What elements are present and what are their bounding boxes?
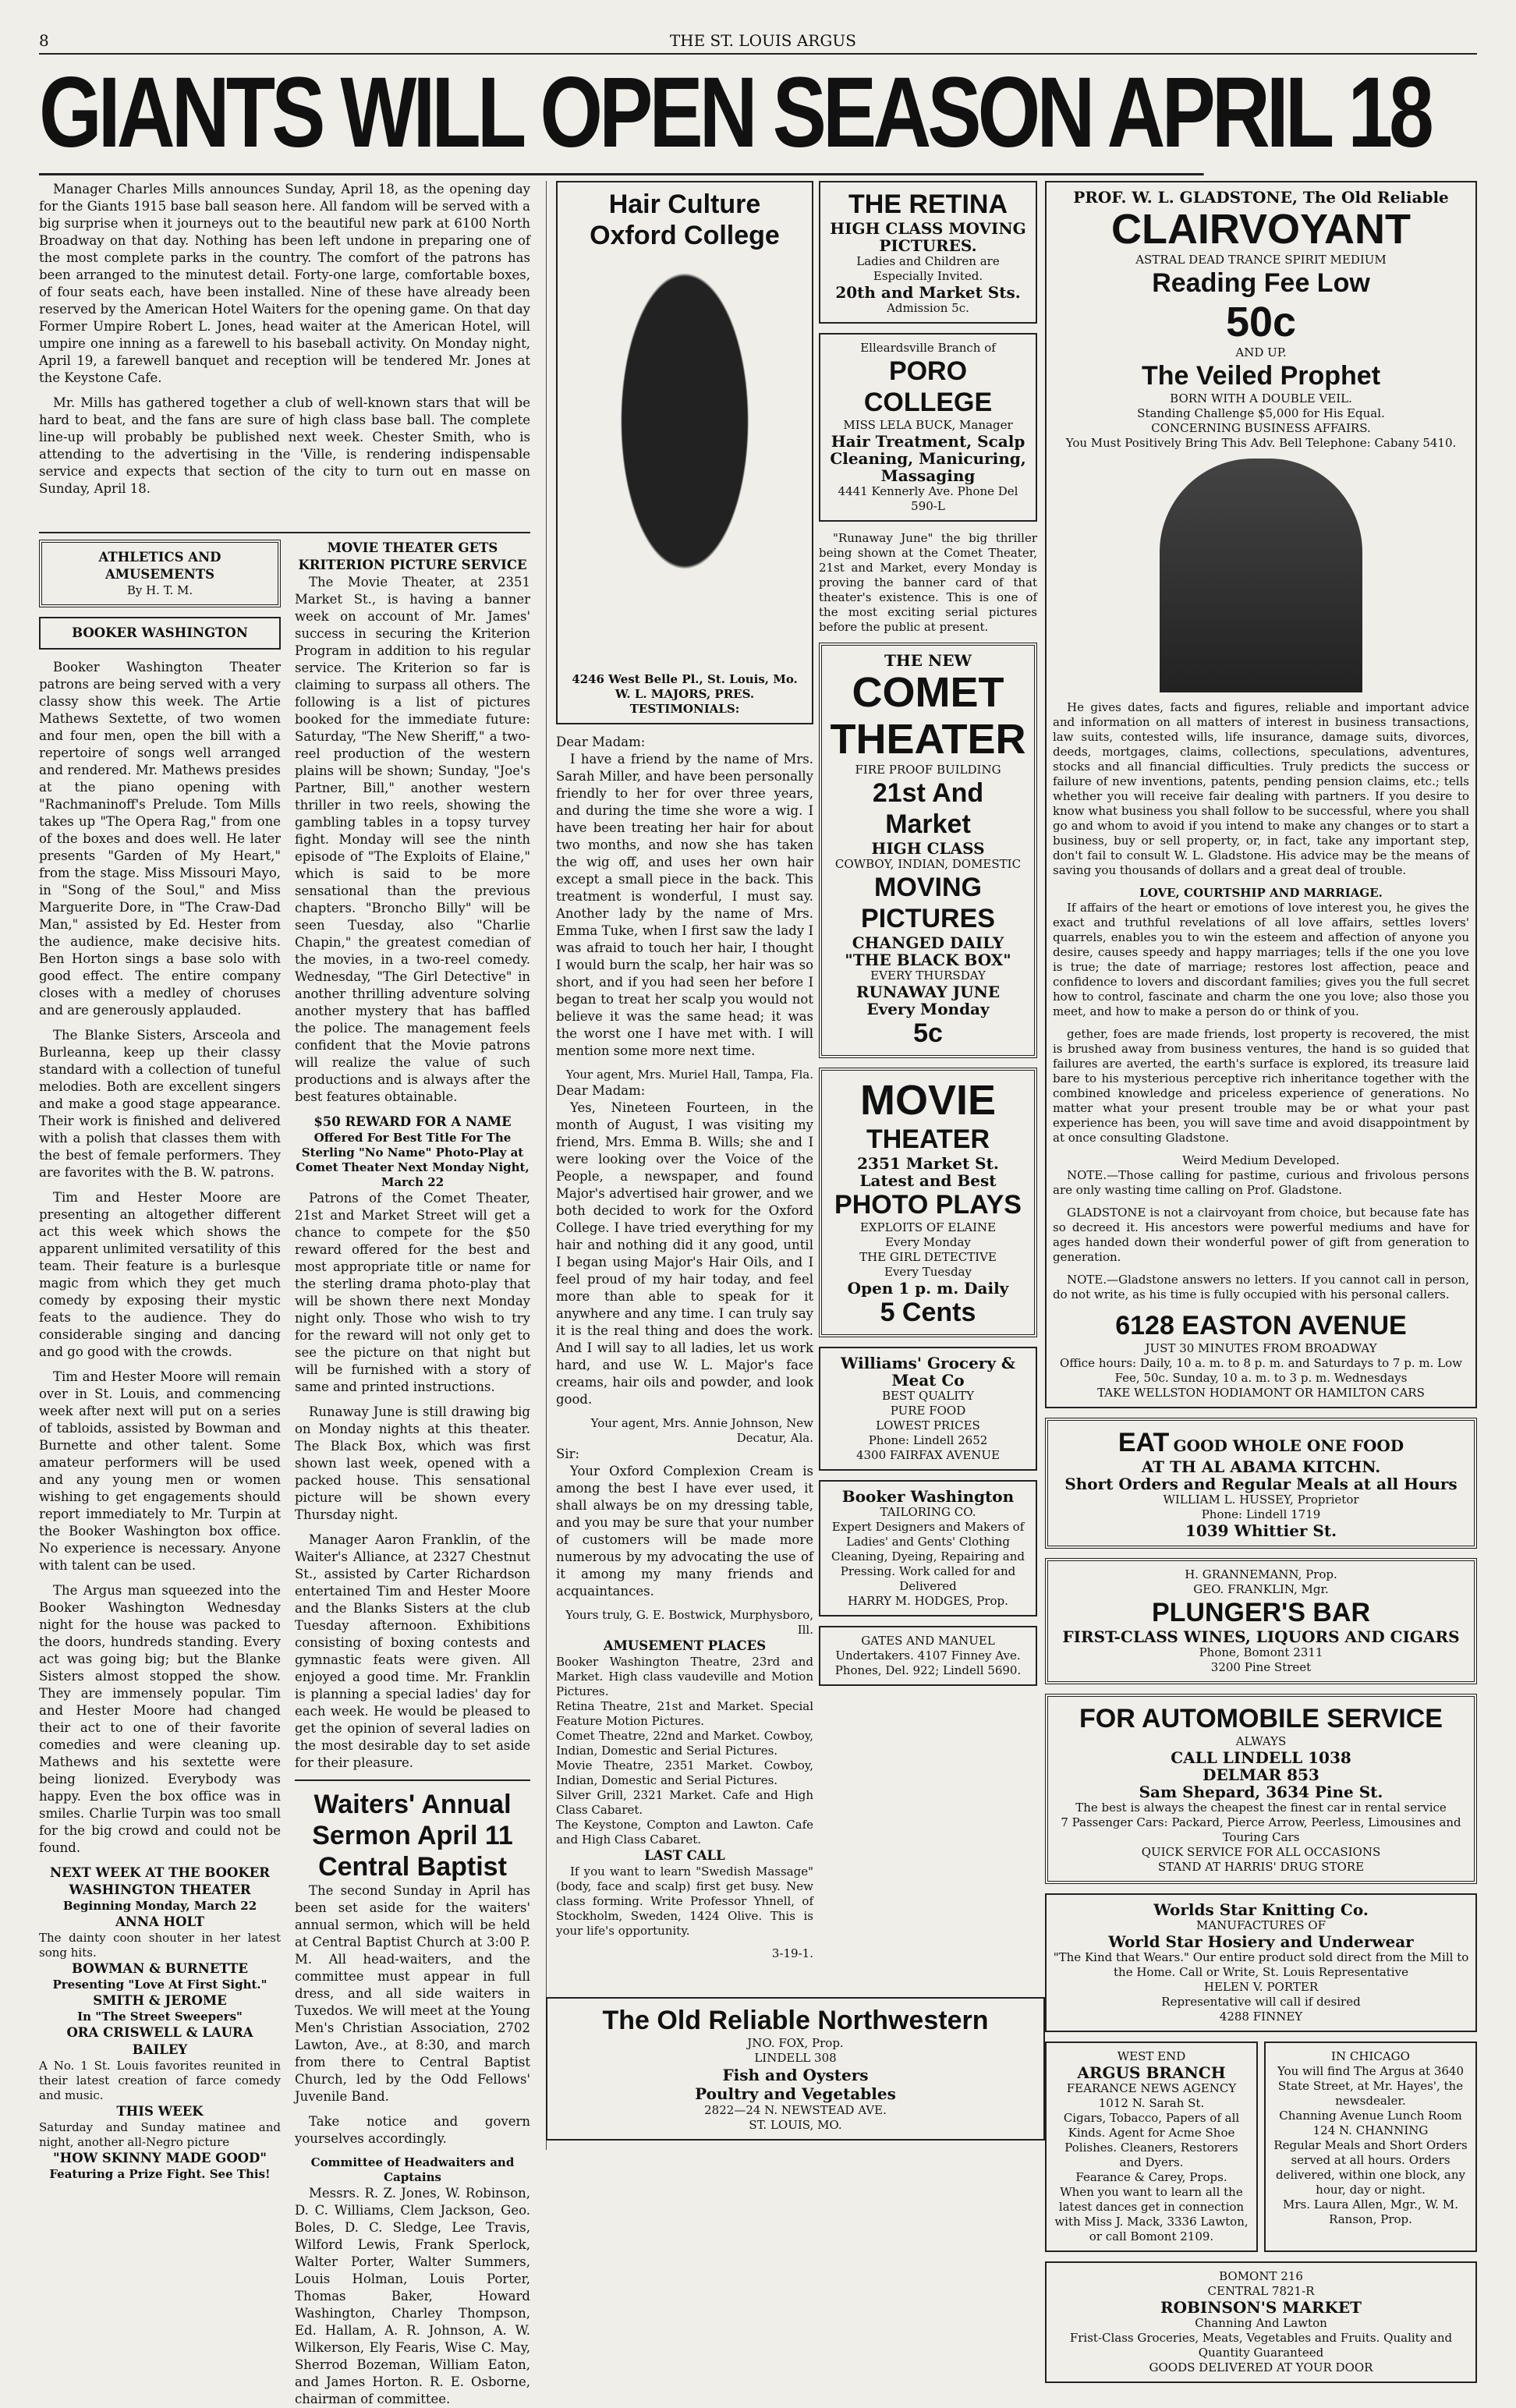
signature-1: Your agent, Mrs. Muriel Hall, Tampa, Fla. [565,1068,813,1082]
eat-line: EAT [1118,1428,1170,1457]
retina-title: THE RETINA [848,189,1008,219]
gladstone-text: GLADSTONE is not a clairvoyant from choice, but because fate has so decreed it. His ancestors were powerful mediums and have for ages handed down their wonderful power of gift from generation to generation. [1053,1206,1469,1264]
hair-culture-pres: W. L. MAJORS, PRES. [615,687,755,701]
gladstone-ad [1045,181,1477,1408]
athletics-p4: Tim and Hester Moore will remain over in St. Louis, and commencing week after next will put on a series of tabloids, assisted by Bowman and Burnette and other talent. Some amateur performers will be used and any young men or women wishing to get engagements should report immediately to Mr. Turpin at the Booker Washington box office. No experience is necessary. Anyone with talent can be used. [39,1369,281,1573]
plunger-line: 3200 Pine Street [1210,1660,1312,1674]
gladstone-title: CLAIRVOYANT [1110,206,1412,253]
northwestern-ad [546,1997,1045,2141]
gladstone-line: The Veiled Prophet [1141,361,1381,391]
comet-title: COMET [852,669,1004,716]
eat-line: GOOD WHOLE ONE FOOD [1173,1436,1404,1455]
comet-line: COWBOY, INDIAN, DOMESTIC [834,857,1022,871]
gladstone-line: Office hours: Daily, 10 a. m. to 8 p. m. and Saturdays to 7 p. m. Low Fee, 50c. Sunday, 10 a. m. to 3 p. m. Wednesdays [1060,1356,1462,1385]
next-week-line: Saturday and Sunday matinee and night, another all-Negro picture [39,2120,281,2149]
committee-head: Committee of Headwaiters and Captains [310,2155,515,2184]
lead-paragraph-1: Manager Charles Mills announces Sunday, April 18, as the opening day for the Giants 1915 base ball season here. All fandom will be served with a big surprise when it journeys out to the beautiful new park at 6100 North Broadway on that day. Nothing has been left undone in preparing one of the most complete parks in the country. The comfort of the patrons has been arranged to the minutest detail. Forty-one large, comfortable boxes, of four seats each, have been installed. Nine of these have already been reserved by the American Hotel Waiters for the opening game. On that day Former Umpire Robert L. Jones, head waiter at the American Hotel, will umpire one inning as a farewell to his baseball activity. On Monday night, April 19, a farewell banquet and reception will be tendered Mr. Jones at the Keystone Cafe. [39,182,530,385]
gladstone-text: NOTE.—Gladstone answers no letters. If you cannot call in person, do not write, as his time is fully occupied with his personal callers. [1053,1273,1469,1301]
poro-line: Elleardsville Branch of [860,341,996,355]
argus-line: Cigars, Tobacco, Papers of all Kinds. Agent for Acme Shoe Polishes. Cleaners, Restorers and Dyers. [1063,2111,1240,2169]
plunger-title: PLUNGER'S BAR [1151,1598,1371,1627]
comet-line: EVERY THURSDAY [870,969,986,983]
masthead [39,31,1477,55]
movie-ad-line: 2351 Market St. [857,1154,999,1173]
movie-ad-line: Every Monday [885,1235,971,1249]
signature-3: Yours truly, G. E. Bostwick, Murphysboro, Ill. [565,1608,813,1637]
salutation: Dear Madam: [556,1083,646,1098]
amusement-item: Comet Theatre, 22nd and Market. Cowboy, Indian, Domestic and Serial Pictures. [556,1729,813,1758]
gladstone-line: Standing Challenge $5,000 for His Equal. [1137,406,1385,420]
reward-title: $50 REWARD FOR A NAME [313,1114,512,1129]
eat-ad [1045,1418,1477,1549]
comet-line: CHANGED DAILY [852,933,1004,952]
williams-line: Phone: Lindell 2652 [868,1433,988,1447]
next-week-line: SMITH & JEROME [93,1993,227,2008]
movie-p2: Patrons of the Comet Theater, 21st and Market Street will get a chance to compete for the $50 reward offered for the best and most appropriate title or name for the sterling drama photo-play that will be shown there next Monday night only. Those who wish to try for the reward will not only get to see the picture on that night but will be furnished with a story of same and printed instructions. [295,1191,530,1394]
plunger-line: H. GRANNEMANN, Prop. [1185,1567,1337,1581]
robinson-line: ROBINSON'S MARKET [1160,2298,1362,2317]
comet-line: FIRE PROOF BUILDING [855,763,1001,777]
gladstone-text: He gives dates, facts and figures, reliable and important advice and information on all matters of interest in business transactions, law suits, contested wills, life insurance, damage suits, divorces, deeds, mortgages, claims, collections, speculations, adventures, stocks and all financial difficulties. Truly predicts the success or failure of new inventions, patents, pending pension claims, etc.; tells whether you will receive fair dealing with partners. If you desire to know what business you shall follow to be successful, where you shall go and whom to avoid if you intend to make any changes or to start a business, buy or sell property, or, in fact, take any important step, don't fail to consult W. L. Gladstone. His advice may be the means of saving you thousands of dollars and a great deal of trouble. [1053,700,1469,877]
last-call-head: LAST CALL [644,1848,725,1863]
waiters-title: Waiters' Annual [313,1790,512,1819]
auto-line: DELMAR 853 [1203,1765,1319,1784]
knitting-ad [1045,1893,1477,2032]
chicago-ad [1264,2041,1477,2252]
chicago-line: You will find The Argus at 3640 State Street, at Mr. Hayes', the newsdealer. [1277,2064,1465,2108]
testimonial-3: Your Oxford Complexion Cream is among the best I have ever used, it shall always be on my dressing table, and you may be sure that your number of customers will be made more numerous by my advocating the use of it among my many friends and acquaintances. [556,1464,813,1599]
auto-line: The best is always the cheapest the finest car in rental service [1075,1801,1447,1815]
gladstone-line: LOVE, COURTSHIP AND MARRIAGE. [1139,886,1383,900]
poro-line: 4441 Kennerly Ave. Phone Del 590-L [838,484,1018,513]
theater-ads-column [819,181,1037,2150]
amusement-places-head: AMUSEMENT PLACES [603,1638,767,1653]
eat-line: WILLIAM L. HUSSEY, Proprietor [1163,1493,1359,1507]
movie-ad-price: 5 Cents [880,1298,976,1327]
next-week-line: BOWMAN & BURNETTE [72,1961,248,1976]
gates-manuel-ad [819,1626,1037,1686]
williams-line: BEST QUALITY [881,1389,975,1403]
testimonial-2: Yes, Nineteen Fourteen, in the month of August, I was visiting my friend, Mrs. Emma B. Wills; she and I were looking over the Voice of the People, a newspaper, and found Major's advertised hair grower, and we both decided to work for the Oxford College. I have tried everything for my hair and nothing did it any good, until I began using Major's Hair Oils, and I feel proud of my hair today, and feel more than able to speak for it anywhere and any time. I can truly say it is the real thing and does the work. And I will say to all ladies, let us work hard, and use W. L. Major's face creams, hair oils and powder, and look good. [556,1100,813,1407]
gladstone-line: JUST 30 MINUTES FROM BROADWAY [1145,1341,1377,1355]
movie-p1: The Movie Theater, at 2351 Market St., is having a banner week on account of Mr. James' success in securing the Kriterion Program in addition to his regular service. The Kriterion so far is claiming to surpass all others. The following is a list of pictures booked for the immediate future: Saturday, "The New Sheriff," a two-reel production of the western plains will be shown; Sunday, "Joe's Partner, Bill," another western thriller in two reels, showing the gambling tables in a topsy turvey fight. Monday will see the ninth episode of "The Exploits of Elaine," which is said to be more sensational than the previous chapters. "Broncho Billy" will be seen Tuesday, also "Charlie Chapin," the greatest comedian of the movies, in a two-reel comedy. Wednesday, "The Girl Detective" in another thrilling adventure solving another mystery that has baffled the police. The management feels confident that the Movie patrons will realize the value of such productions and is always after the best features obtainable. [295,575,530,1104]
next-week-line: ORA CRISWELL & LAURA BAILEY [66,2025,253,2057]
poro-line: MISS LELA BUCK, Manager [843,418,1013,432]
salutation: Sir: [556,1447,580,1461]
knitting-line: HELEN V. PORTER [1203,1980,1319,1994]
williams-line: 4300 FAIRFAX AVENUE [855,1448,1001,1462]
poro-line: Hair Treatment, Scalp Cleaning, Manicuring, Massaging [830,432,1026,485]
movie-p4: Manager Aaron Franklin, of the Waiter's Alliance, at 2327 Chestnut St., assisted by Carter Richardson entertained Tim and Hester Moore and the Blanks Sisters at the club Tuesday afternoon. Exhibitions consisting of boxing contests and gymnastic feats were given. All enjoyed a good time. Mr. Franklin is planning a special ladies' day for each week. He would be pleased to get the opinion of several ladies on the most desirable day to set aside for their pleasure. [295,1532,530,1770]
williams-grocery-ad [819,1347,1037,1471]
eat-line: Short Orders and Regular Meals at all Hours [1064,1475,1458,1493]
eat-line: Phone: Lindell 1719 [1201,1507,1321,1521]
comet-line: "THE BLACK BOX" [845,951,1011,969]
hair-culture-ad [556,181,813,724]
lead-paragraph-2: Mr. Mills has gathered together a club of well-known stars that will be hard to beat, and the fans are sure of high class base ball. The complete line-up will probably be published next week. Chester Smith, who is attending to the advertising in the 'Ville, is rendering indispensable service and expects that section of the city to turn out en masse on Sunday, April 18. [39,395,530,496]
chicago-line: Regular Meals and Short Orders served at all hours. Orders delivered, within one block, any hour, day or night. [1273,2138,1468,2197]
hair-culture-address: 4246 West Belle Pl., St. Louis, Mo. [572,672,798,686]
amusement-item: Movie Theatre, 2351 Market. Cowboy, Indian, Domestic and Serial Pictures. [556,1758,813,1787]
williams-line: PURE FOOD [890,1404,966,1418]
knitting-line: Worlds Star Knitting Co. [1153,1900,1369,1919]
comet-price: 5c [913,1018,943,1048]
last-call-date: 3-19-1. [771,1946,813,1960]
waiters-title: Central Baptist [318,1852,507,1882]
northwestern-title: The Old Reliable Northwestern [602,2006,989,2035]
next-week-line: Beginning Monday, March 22 [62,1899,257,1913]
salutation: Dear Madam: [556,735,646,749]
gladstone-line: AND UP. [1235,345,1287,359]
eat-line: AT TH AL ABAMA KITCHN. [1141,1457,1381,1476]
page-number: 8 [39,31,49,50]
auto-line: STAND AT HARRIS' DRUG STORE [1157,1860,1365,1874]
hair-culture-column [546,181,813,2150]
comet-title: THEATER [830,716,1026,763]
argus-line: 1012 N. Sarah St. [1098,2096,1205,2110]
testimonials-head: TESTIMONIALS: [629,702,740,716]
retina-line: HIGH CLASS MOVING PICTURES. [830,219,1026,255]
movie-ad-line: Every Tuesday [884,1265,972,1279]
amusement-item: The Keystone, Compton and Lawton. Cafe and High Class Cabaret. [556,1818,813,1847]
last-call-text: If you want to learn "Swedish Massage" (body, face and scalp) first get busy. New class forming. Write Professor Yhnell, of Stockholm, Sweden, 1424 Olive. This is your life's opportunity. [556,1864,813,1938]
knitting-line: MANUFACTURES OF [1195,1918,1326,1932]
tailor-line: HARRY M. HODGES, Prop. [848,1594,1008,1608]
comet-ad [819,643,1037,1058]
athletics-p1: Booker Washington Theater patrons are being served with a very classy show this week. The Artie Mathews Sextette, of two women and four men, open the bill with a repertoire of songs well arranged and rendered. Mr. Mathews presides at the piano opening with "Rachmaninoff's Prelude. Tom Mills takes up "The Opera Rag," from one of the boxes and does well. He later presents "Garden of My Heart," from the stage. Miss Missouri Mayo, in "Song of the Soul," and Miss Marguerite Dore, in "The Craw-Dad Man," assisted by Ed. Hester from the audience, make decisive hits. Ben Horton sings a base solo with good effect. The entire company closes with a medley of choruses and are generously applauded. [39,660,281,1018]
comet-line: HIGH CLASS [871,839,985,858]
movie-news-column [295,540,530,2406]
woman-portrait-image [579,259,790,664]
chicago-line: IN CHICAGO [1331,2049,1410,2063]
plunger-line: Phone, Bomont 2311 [1199,1645,1323,1659]
northwestern-line: Poultry and Vegetables [695,2084,896,2103]
movie-ad-title: MOVIE [859,1077,997,1124]
gates-line: Undertakers. 4107 Finney Ave. [835,1648,1021,1663]
knitting-line: Representative will call if desired [1161,1995,1361,2009]
reward-sub: Offered For Best Title For The Sterling "No Name" Photo-Play at Comet Theater Next Monday Night, March 22 [296,1131,530,1189]
athletics-box [39,540,281,607]
argus-line: FEARANCE NEWS AGENCY [1066,2081,1237,2095]
gladstone-line: PROF. W. L. GLADSTONE, The Old Reliable [1073,188,1449,207]
gladstone-address: 6128 EASTON AVENUE [1115,1311,1407,1340]
next-week-line: Featuring a Prize Fight. See This! [49,2167,271,2181]
page-headline: GIANTS WILL OPEN SEASON APRIL 18 [39,55,1204,175]
auto-line: CALL LINDELL 1038 [1171,1748,1351,1767]
plungers-bar-ad [1045,1558,1477,1684]
booker-washington-head: BOOKER WASHINGTON [39,617,281,650]
tailor-line: Cleaning, Dyeing, Repairing and Pressing. Work called for and Delivered [831,1549,1025,1593]
chicago-line: Mrs. Laura Allen, Mgr., W. M. Ranson, Prop. [1283,2197,1458,2226]
retina-line: 20th and Market Sts. [835,283,1021,302]
movie-ad-line: PHOTO PLAYS [834,1190,1022,1220]
movie-p6: Take notice and govern yourselves accordingly. [295,2114,530,2146]
booker-tailoring-ad [819,1480,1037,1617]
testimonial-1: I have a friend by the name of Mrs. Sarah Miller, and have been personally friendly to her for over three years, and during the time she wore a wig. I have been treating her hair for about two months, and now she has taken the wig off, and uses her own hair except a small piece in the back. This treatment is wonderful, I must say. Another lady by the name of Mrs. Emma Tuke, when I first saw the lady I was afraid to touch her hair, I thought I would burn the scalp, her hair was so short, and if you had seen her before I began to treat her scalp you would not believe it was the same head; it was the worst one I have met with. I will mention some more next time. [556,752,813,1058]
next-week-line: Presenting "Love At First Sight." [52,1978,267,1992]
comet-line: Every Monday [866,1000,990,1018]
next-week-line: ANNA HOLT [115,1914,204,1929]
tailor-line: Expert Designers and Makers of Ladies' and Gents' Clothing [831,1520,1025,1549]
argus-line: When you want to learn all the latest dances get in connection with Miss J. Mack, 3336 Lawton, or call Bomont 2109. [1054,2185,1249,2243]
athletics-p5: The Argus man squeezed into the Booker Washington Wednesday night for the house was packed to the doors, hundreds standing. Every act was going big; but the Blanke Sisters almost stopped the show. They are immensely popular. Tim and Hester Moore had changed their act to one of their favorite comedies and were cleaning up. Mathews and his sextette were being lionized. Everybody was happy. Even the box office was in smiles. Charlie Turpin was too small for the big crowd and could not be found. [39,1583,281,1855]
gladstone-line: Weird Medium Developed. [1182,1153,1340,1167]
automobile-service-ad [1045,1694,1477,1884]
movie-ad-line: Open 1 p. m. Daily [847,1279,1009,1298]
williams-line: LOWEST PRICES [876,1418,980,1432]
eat-line: 1039 Whittier St. [1185,1521,1337,1540]
athletics-column [39,540,281,2181]
next-week-line: "HOW SKINNY MADE GOOD" [53,2151,267,2165]
movie-p5: The second Sunday in April has been set aside for the waiters' annual sermon, which will be held at Central Baptist Church at 3:00 P. M. All head-waiters, and the committee must appear in full dress, and all side waiters in Tuxedos. We will meet at the Young Men's Christian Association, 2702 Lawton, Ave., at 8:30, and march from there to Central Baptist Church, led by the Odd Fellows' Juvenile Band. [295,1883,530,2104]
northwestern-line: JNO. FOX, Prop. [747,2036,844,2050]
athletics-byline: By H. T. M. [126,583,193,597]
comet-line: MOVING PICTURES [861,873,995,933]
tailor-line: Booker Washington [841,1487,1015,1506]
argus-line: Fearance & Carey, Props. [1075,2170,1227,2184]
signature-2: Your agent, Mrs. Annie Johnson, New Decatur, Ala. [590,1416,813,1445]
next-week-line: The dainty coon shouter in her latest song hits. [39,1931,281,1960]
robinson-line: CENTRAL 7821-R [1207,2284,1315,2298]
robinson-line: GOODS DELIVERED AT YOUR DOOR [1149,2360,1373,2374]
plunger-line: GEO. FRANKLIN, Mgr. [1193,1582,1329,1596]
robinson-line: Channing And Lawton [1195,2316,1327,2330]
paper-name: THE ST. LOUIS ARGUS [669,31,856,50]
movie-ad-line: THEATER [866,1124,990,1154]
next-week-head: NEXT WEEK AT THE BOOKER WASHINGTON THEATER [50,1865,270,1897]
auto-title: FOR AUTOMOBILE SERVICE [1079,1704,1443,1733]
gates-line: GATES AND MANUEL [861,1634,995,1648]
athletics-p3: Tim and Hester Moore are presenting an altogether different act this week which shows the apparent unlimited versatility of this team. Their feature is a burlesque magic from which they get much comedy by exposing their mystic feats to the audience. They do considerable singing and dancing and go good with the crowds. [39,1190,281,1359]
northwestern-line: ST. LOUIS, MO. [749,2118,842,2132]
knitting-line: "The Kind that Wears." Our entire product sold direct from the Mill to the Home. Call or Write, St. Louis Representative [1053,1950,1469,1979]
argus-branch-ad [1045,2041,1258,2252]
gladstone-line: ASTRAL DEAD TRANCE SPIRIT MEDIUM [1135,253,1387,267]
hair-culture-title: Hair Culture [608,189,761,219]
robinson-line: Frist-Class Groceries, Meats, Vegetables and Fruits. Quality and Quantity Guaranteed [1069,2331,1453,2360]
northwestern-line: LINDELL 308 [754,2051,837,2065]
robinsons-market-ad [1045,2261,1477,2383]
knitting-line: World Star Hosiery and Underwear [1108,1932,1414,1951]
waiters-title: Sermon April 11 [312,1821,513,1850]
chicago-line: 124 N. CHANNING [1312,2123,1429,2137]
williams-line: Williams' Grocery & Meat Co [840,1354,1015,1390]
comet-line: 21st And Market [872,778,984,839]
amusement-item: Retina Theatre, 21st and Market. Special Feature Motion Pictures. [556,1699,813,1728]
gladstone-line: You Must Positively Bring This Adv. Bell Telephone: Cabany 5410. [1065,436,1457,450]
northwestern-line: Fish and Oysters [722,2066,869,2084]
gladstone-fee: 50c [1225,299,1297,345]
movie-theater-headline: MOVIE THEATER GETS KRITERION PICTURE SERVICE [298,540,527,572]
gladstone-text: gether, foes are made friends, lost property is recovered, the mist is brushed away from business ventures, the hand is so guided that failures are averted, the earth's surface is explored, its treasure laid bare to his mysterious perceptive rich inheritance together with the combined knowledge and priceless experience of generations. No matter what your present trouble may be or what your past experience has been, you will save time and avoid disappointment by at once consulting Gladstone. [1053,1027,1469,1145]
gladstone-line: BORN WITH A DOUBLE VEIL. [1170,391,1352,405]
auto-line: QUICK SERVICE FOR ALL OCCASIONS [1141,1845,1381,1859]
movie-ad-line: THE GIRL DETECTIVE [859,1250,997,1264]
retina-line: Admission 5c. [887,301,969,315]
next-week-line: THIS WEEK [116,2104,204,2119]
retina-ad [819,181,1037,324]
next-week-line: In "The Street Sweepers" [77,2010,243,2024]
gladstone-text: If affairs of the heart or emotions of love interest you, he gives the exact and truthful revelations of all love affairs, settles lovers' quarrels, enables you to win the esteem and affection of anyone you desire, causes speedy and happy marriages; tells if the one you love is true; the date of marriage; restores lost affection, peace and confidence to lovers and discordant families; gives you the full secret how to control, fascinate and charm the one you love; also those you meet, and how to make a person do or think of you. [1053,901,1469,1018]
lead-story [39,181,530,533]
plunger-line: FIRST-CLASS WINES, LIQUORS AND CIGARS [1062,1627,1460,1646]
knitting-line: 4288 FINNEY [1219,2010,1303,2024]
robinson-line: BOMONT 216 [1219,2269,1303,2283]
gladstone-line: CONCERNING BUSINESS AFFAIRS. [1151,421,1371,435]
argus-line: ARGUS BRANCH [1077,2063,1226,2082]
poro-title: PORO COLLEGE [863,356,993,417]
right-ads-column [1045,181,1477,2374]
movie-p3: Runaway June is still drawing big on Monday nights at this theater. The Black Box, which was first shown last week, opened with a packed house. This sensational picture will be shown every Thursday night. [295,1404,530,1522]
oxford-college-title: Oxford College [590,221,780,250]
runaway-note: "Runaway June" the big thriller being shown at the Comet Theater, 21st and Market, every Monday is proving the banner card of that theater's existence. This is one of the most exciting serial pictures before the public at present. [819,531,1037,634]
gladstone-portrait-image [1160,459,1362,692]
athletics-title: ATHLETICS AND AMUSEMENTS [98,550,221,582]
gladstone-text: NOTE.—Those calling for pastime, curious and frivolous persons are only wasting time calling on Prof. Gladstone. [1053,1168,1469,1197]
retina-line: Ladies and Children are Especially Invited. [856,254,1000,283]
northwestern-line: 2822—24 N. NEWSTEAD AVE. [704,2103,887,2117]
movie-ad-line: EXPLOITS OF ELAINE [859,1220,997,1234]
movie-ad-line: Latest and Best [859,1171,997,1190]
amusement-item: Booker Washington Theatre, 23rd and Market. High class vaudeville and Motion Pictures. [556,1655,813,1698]
movie-p7: Messrs. R. Z. Jones, W. Robinson, D. C. Williams, Clem Jackson, Geo. Boles, D. C. Sledge, Lee Travis, Wilford Lewis, Frank Sperlock, Walter Porter, Walter Summers, Louis Holman, Louis Porter, Thomas Baker, Howard Washington, Charley Thompson, Ed. Hallam, A. R. Johnson, A. W. Wilkerson, Ely Fearis, Wise C. May, Sherrod Bozeman, William Eaton, and James Horton. R. E. Osborne, chairman of committee. [295,2186,530,2406]
comet-line: THE NEW [884,651,972,670]
gladstone-line: Reading Fee Low [1152,268,1370,298]
athletics-p2: The Blanke Sisters, Arsceola and Burleanna, keep up their classy standard with a collection of tuneful melodies. Both are excellent singers and make a good stage appearance. Their work is finished and delivered with a polish that classes them with the best of female performers. They are favorites with the B. W. patrons. [39,1028,281,1180]
auto-line: 7 Passenger Cars: Packard, Pierce Arrow, Peerless, Limousines and Touring Cars [1061,1815,1461,1844]
chicago-line: Channing Avenue Lunch Room [1279,2109,1462,2123]
movie-theater-ad [819,1068,1037,1337]
poro-ad [819,333,1037,522]
argus-line: WEST END [1117,2049,1186,2063]
auto-line: ALWAYS [1235,1734,1287,1748]
gladstone-line: TAKE WELLSTON HODIAMONT OR HAMILTON CARS [1097,1386,1425,1400]
comet-line: RUNAWAY JUNE [855,983,1001,1001]
tailor-line: TAILORING CO. [880,1505,976,1519]
amusement-item: Silver Grill, 2321 Market. Cafe and High Class Cabaret. [556,1788,813,1817]
gates-line: Phones, Del. 922; Lindell 5690. [834,1663,1022,1677]
auto-line: Sam Shepard, 3634 Pine St. [1139,1783,1383,1801]
next-week-line: A No. 1 St. Louis favorites reunited in their latest creation of farce comedy and music. [39,2059,281,2102]
